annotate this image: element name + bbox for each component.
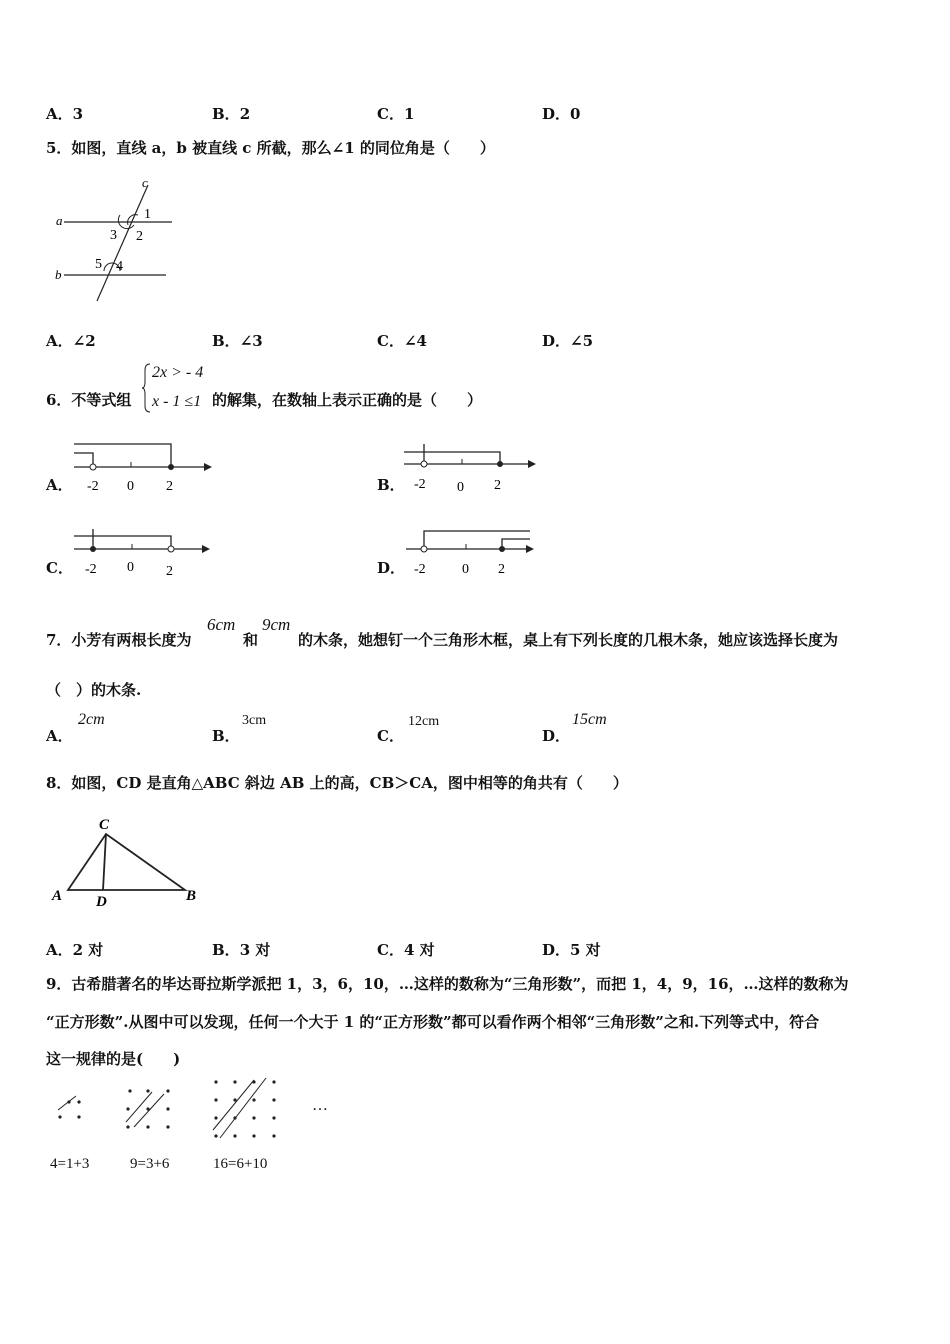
option-letter: A． (46, 727, 73, 745)
q8-option-c[interactable] (377, 939, 435, 960)
option-letter: A． (46, 941, 73, 959)
q9-dot-figure-1 (56, 1096, 86, 1126)
q6-option-b-numberline[interactable] (400, 440, 540, 496)
tick-label: 0 (127, 560, 134, 575)
q6-option-a-letter[interactable]: A． (46, 476, 73, 494)
tick-label: -2 (414, 477, 426, 492)
option-letter: B． (212, 941, 240, 959)
label-a: a (56, 213, 63, 228)
option-value: 4 对 (403, 941, 435, 959)
q4-option-d[interactable] (542, 103, 580, 124)
q7-stem-line2: （ ）的木条. (46, 681, 142, 699)
label-2: 2 (136, 229, 143, 244)
tick-label: 2 (494, 478, 501, 493)
label-3: 3 (110, 228, 117, 243)
label-C: C (99, 817, 110, 833)
q7-option-d-value: 15cm (572, 711, 607, 728)
q7-option-b-value: 3cm (242, 713, 267, 728)
option-letter: D． (542, 727, 571, 745)
option-value: 1 (403, 105, 415, 123)
q6-inequality-1: 2x > - 4 (152, 364, 204, 381)
option-letter: C． (377, 105, 404, 123)
option-letter: D． (542, 941, 571, 959)
q4-option-c[interactable] (377, 103, 414, 124)
q6-option-b-letter[interactable]: B． (377, 476, 405, 494)
q8-option-a[interactable] (46, 939, 103, 960)
option-value: ∠3 (239, 332, 263, 350)
tick-label: -2 (87, 479, 99, 494)
option-letter: A． (46, 105, 73, 123)
tick-label: 2 (166, 564, 173, 579)
q7-option-a[interactable] (46, 725, 73, 746)
tick-label: -2 (85, 562, 97, 577)
tick-label: 0 (457, 480, 464, 495)
label-D: D (96, 894, 107, 910)
option-letter: A． (46, 332, 73, 350)
option-value: 3 (72, 105, 84, 123)
label-c: c (142, 175, 148, 190)
tick-label: 0 (462, 562, 469, 577)
q6-inequality-2: x - 1 ≤1 (152, 393, 202, 410)
q7-length-1: 6cm (207, 615, 236, 634)
inequality-brace (142, 362, 152, 414)
option-value: 0 (570, 105, 581, 123)
option-letter: B． (212, 727, 240, 745)
q5-option-a[interactable] (46, 330, 96, 351)
q4-option-a[interactable] (46, 103, 83, 124)
q9-stem-line1: 9．古希腊著名的毕达哥拉斯学派把 1，3，6，10，…这样的数称为“三角形数”，而把 1，4，9，16，…这样的数称为 (46, 975, 849, 993)
q9-dot-figure-2 (124, 1086, 174, 1132)
option-value: 5 对 (570, 941, 601, 959)
q8-stem: 8．如图，CD 是直角△ABC 斜边 AB 上的高，CB＞CA，图中相等的角共有（ ） (46, 774, 628, 792)
q9-caption-3: 16=6+10 (213, 1156, 268, 1172)
label-B: B (186, 888, 197, 904)
label-A: A (52, 888, 63, 904)
option-value: ∠4 (403, 332, 427, 350)
label-b: b (55, 267, 62, 282)
q9-stem-line2: “正方形数”.从图中可以发现，任何一个大于 1 的“正方形数”都可以看作两个相邻“三角形数”之和.下列等式中，符合 (46, 1013, 820, 1031)
q9-ellipsis: … (312, 1097, 328, 1114)
tick-label: 2 (498, 562, 505, 577)
q7-option-a-value: 2cm (78, 711, 105, 728)
q7-option-c[interactable] (377, 725, 404, 746)
q5-option-c[interactable] (377, 330, 427, 351)
q5-option-b[interactable] (212, 330, 263, 351)
q7-and: 和 (243, 631, 259, 649)
option-value: 3 对 (239, 941, 271, 959)
q6-option-d-letter[interactable]: D． (377, 559, 406, 577)
q6-suffix: 的解集，在数轴上表示正确的是（ ） (212, 391, 483, 409)
option-letter: B． (212, 332, 240, 350)
option-value: 2 对 (72, 941, 104, 959)
tick-label: 2 (166, 479, 173, 494)
label-4: 4 (116, 259, 123, 274)
label-1: 1 (144, 207, 151, 222)
q6-prefix: 6．不等式组 (46, 391, 132, 409)
option-value: ∠5 (570, 332, 594, 350)
q5-option-d[interactable] (542, 330, 593, 351)
option-letter: D． (542, 105, 571, 123)
option-value: 2 (239, 105, 251, 123)
q9-stem-line3: 这一规律的是( ) (46, 1050, 181, 1068)
q8-option-b[interactable] (212, 939, 270, 960)
q6-option-c-letter[interactable]: C． (46, 559, 73, 577)
option-letter: B． (212, 105, 240, 123)
q7-option-d[interactable] (542, 725, 570, 746)
option-letter: C． (377, 941, 404, 959)
option-letter: D． (542, 332, 571, 350)
q5-stem: 5．如图，直线 a，b 被直线 c 所截，那么∠1 的同位角是（ ） (46, 139, 495, 157)
q6-option-a-numberline[interactable] (70, 440, 210, 496)
q7-stem-part1: 7．小芳有两根长度为 (46, 631, 192, 649)
q9-dot-figure-3 (210, 1076, 282, 1142)
option-letter: C． (377, 332, 404, 350)
q5-figure (50, 175, 180, 305)
q8-triangle-figure (48, 812, 208, 912)
label-5: 5 (95, 257, 102, 272)
q7-length-2: 9cm (262, 615, 291, 634)
q6-option-d-numberline[interactable] (402, 525, 542, 581)
q9-caption-2: 9=3+6 (130, 1156, 170, 1172)
option-letter: C． (377, 727, 404, 745)
tick-label: 0 (127, 479, 134, 494)
tick-label: -2 (414, 562, 426, 577)
q6-option-c-numberline[interactable] (70, 525, 210, 581)
option-value: ∠2 (72, 332, 96, 350)
q4-option-b[interactable] (212, 103, 250, 124)
q8-option-d[interactable] (542, 939, 601, 960)
q7-option-c-value: 12cm (408, 714, 440, 729)
q7-option-b[interactable] (212, 725, 240, 746)
q7-stem-part2: 的木条，她想钉一个三角形木框，桌上有下列长度的几根木条，她应该选择长度为 (298, 631, 839, 649)
q9-caption-1: 4=1+3 (50, 1156, 90, 1172)
